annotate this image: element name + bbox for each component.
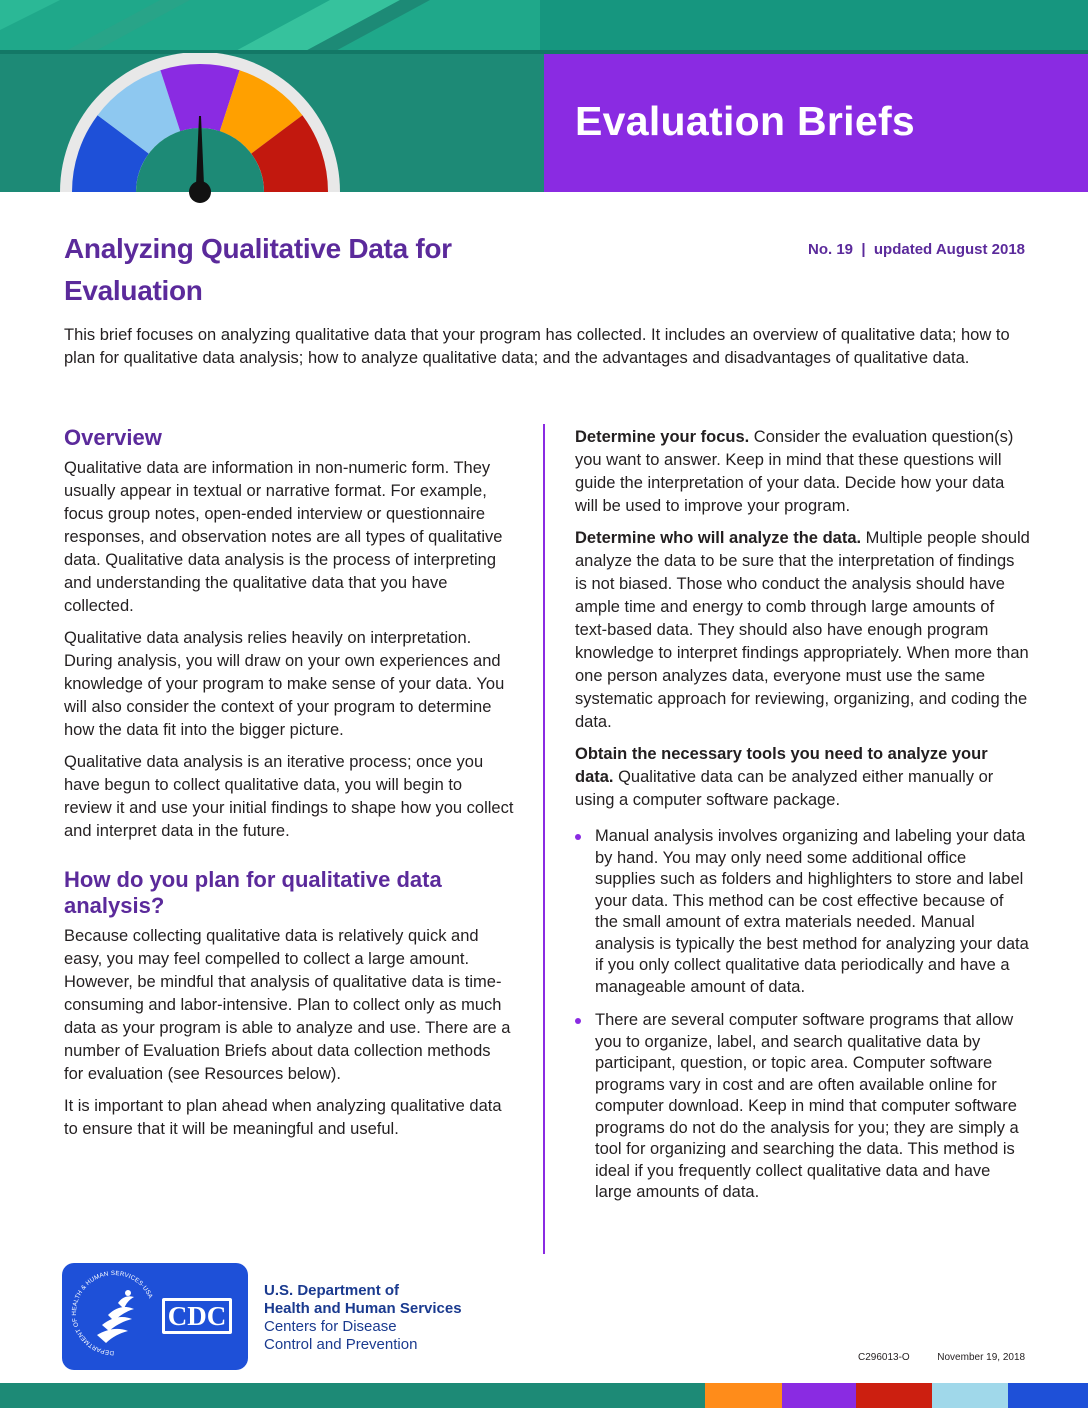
focus-lead: Determine your focus.	[575, 428, 750, 446]
list-item-text: There are several computer software programs that allow you to organize, label, and search qualitative data by participant, question, or topic area. Computer software programs vary in cost and are often available online for computer download. Keep in mind that computer software programs do not do the analysis for you; they are simply a tool for organizing and searching the data. This method is ideal if you frequently collect qualitative data and have large amounts of data.	[595, 1011, 1019, 1201]
who-paragraph	[575, 527, 1030, 734]
overview-paragraph-2: Qualitative data analysis relies heavily on interpretation. During analysis, you will draw on your own experiences and knowledge of your program to make sense of your data. You will also consider the context of your program to determine how the data fit into the bigger picture.	[64, 629, 505, 739]
dept-line-1: U.S. Department of	[264, 1282, 400, 1299]
method-list	[575, 826, 1030, 1204]
hhs-eagle-icon	[97, 1290, 134, 1343]
intro-paragraph: This brief focuses on analyzing qualitative data that your program has collected. It includes an overview of qualitative data; how to plan for qualitative data analysis; how to analyze qualitative data; and the advantages and disadvantages of qualitative data.	[64, 326, 1010, 367]
document-date: November 19, 2018	[937, 1352, 1026, 1363]
department-name	[264, 1282, 462, 1354]
footer-swatch-orange	[705, 1383, 782, 1408]
series-title: Evaluation Briefs	[575, 98, 916, 144]
plan-paragraph-2: It is important to plan ahead when analyzing qualitative data to ensure that it will be meaningful and useful.	[64, 1097, 502, 1138]
column-divider	[543, 424, 545, 1254]
agency-line-2: Control and Prevention	[264, 1336, 418, 1353]
footer-swatch-lightblue	[932, 1383, 1008, 1408]
list-item	[575, 1010, 1030, 1204]
document-code: C296013-O	[858, 1352, 910, 1363]
footer-swatch-purple	[782, 1383, 856, 1408]
tools-text: Qualitative data can be analyzed either manually or using a computer software package.	[575, 768, 994, 809]
document-title: Analyzing Qualitative Data for Evaluation	[64, 233, 452, 306]
plan-heading: How do you plan for qualitative data analysis?	[64, 867, 442, 918]
list-item	[575, 826, 1030, 998]
focus-text: Consider the evaluation question(s) you want to answer. Keep in mind that these questions will guide the interpretation of your data. Decide how your data will be used to improve your program.	[575, 428, 1014, 515]
focus-paragraph	[575, 426, 1030, 518]
cdc-logo-text: CDC	[167, 1301, 227, 1331]
hhs-seal-text: DEPARTMENT OF HEALTH & HUMAN SERVICES·USA	[71, 1269, 154, 1357]
footer-band	[0, 1383, 1088, 1408]
plan-paragraph-1: Because collecting qualitative data is relatively quick and easy, you may feel compelled to collect a large amount. However, be mindful that analysis of qualitative data is time-consuming and labor-intensive. Plan to collect only as much data as your program is able to analyze and use. There are a number of Evaluation Briefs about data collection methods for evaluation (see Resources below).	[64, 927, 511, 1083]
overview-paragraph-3: Qualitative data analysis is an iterative process; once you have begun to collect qualitative data, you will begin to review it and use your initial findings to shape how you collect and interpret data in the future.	[64, 753, 514, 840]
tools-paragraph	[575, 743, 1030, 812]
list-item-text: Manual analysis involves organizing and labeling your data by hand. You may only need some additional office supplies such as folders and highlighters to store and label your data. This method can be cost effective because of the small amount of extra materials needed. Manual analysis is typically the best method for analyzing your data if you only collect qualitative data periodically and have a manageable amount of data.	[595, 827, 1029, 996]
who-text: Multiple people should analyze the data to be sure that the interpretation of findings is not biased. Those who conduct the analysis should have ample time and energy to comb through large amounts of text-based data. They should also have enough program knowledge to interpret findings appropriately. When more than one person analyzes data, everyone must use the same systematic approach for reviewing, organizing, and coding the data.	[575, 529, 1030, 731]
dept-line-2: Health and Human Services	[264, 1300, 462, 1317]
who-lead: Determine who will analyze the data.	[575, 529, 862, 547]
issue-line: No. 19 | updated August 2018	[808, 241, 1026, 258]
document-code-line	[858, 1352, 1025, 1363]
bullet-dot-icon	[575, 834, 581, 840]
gauge-graphic	[55, 53, 345, 208]
overview-paragraph-1: Qualitative data are information in non-numeric form. They usually appear in textual or narrative format. For example, focus group notes, open-ended interview or questionnaire responses, and observation notes are all types of qualitative data. Qualitative data analysis is the process of interpreting and understanding the qualitative data that you have collected.	[64, 459, 503, 615]
footer-swatch-blue	[1008, 1383, 1088, 1408]
overview-heading: Overview	[64, 425, 162, 450]
left-column	[64, 425, 514, 1150]
tools-lead: Obtain the necessary tools you need to analyze your data.	[575, 745, 988, 786]
hhs-cdc-logo	[62, 1263, 248, 1370]
header-stripe-graphic	[0, 0, 1088, 54]
agency-line-1: Centers for Disease	[264, 1318, 397, 1335]
footer-swatch-red	[856, 1383, 932, 1408]
bullet-dot-icon	[575, 1018, 581, 1024]
right-column	[575, 426, 1030, 1216]
